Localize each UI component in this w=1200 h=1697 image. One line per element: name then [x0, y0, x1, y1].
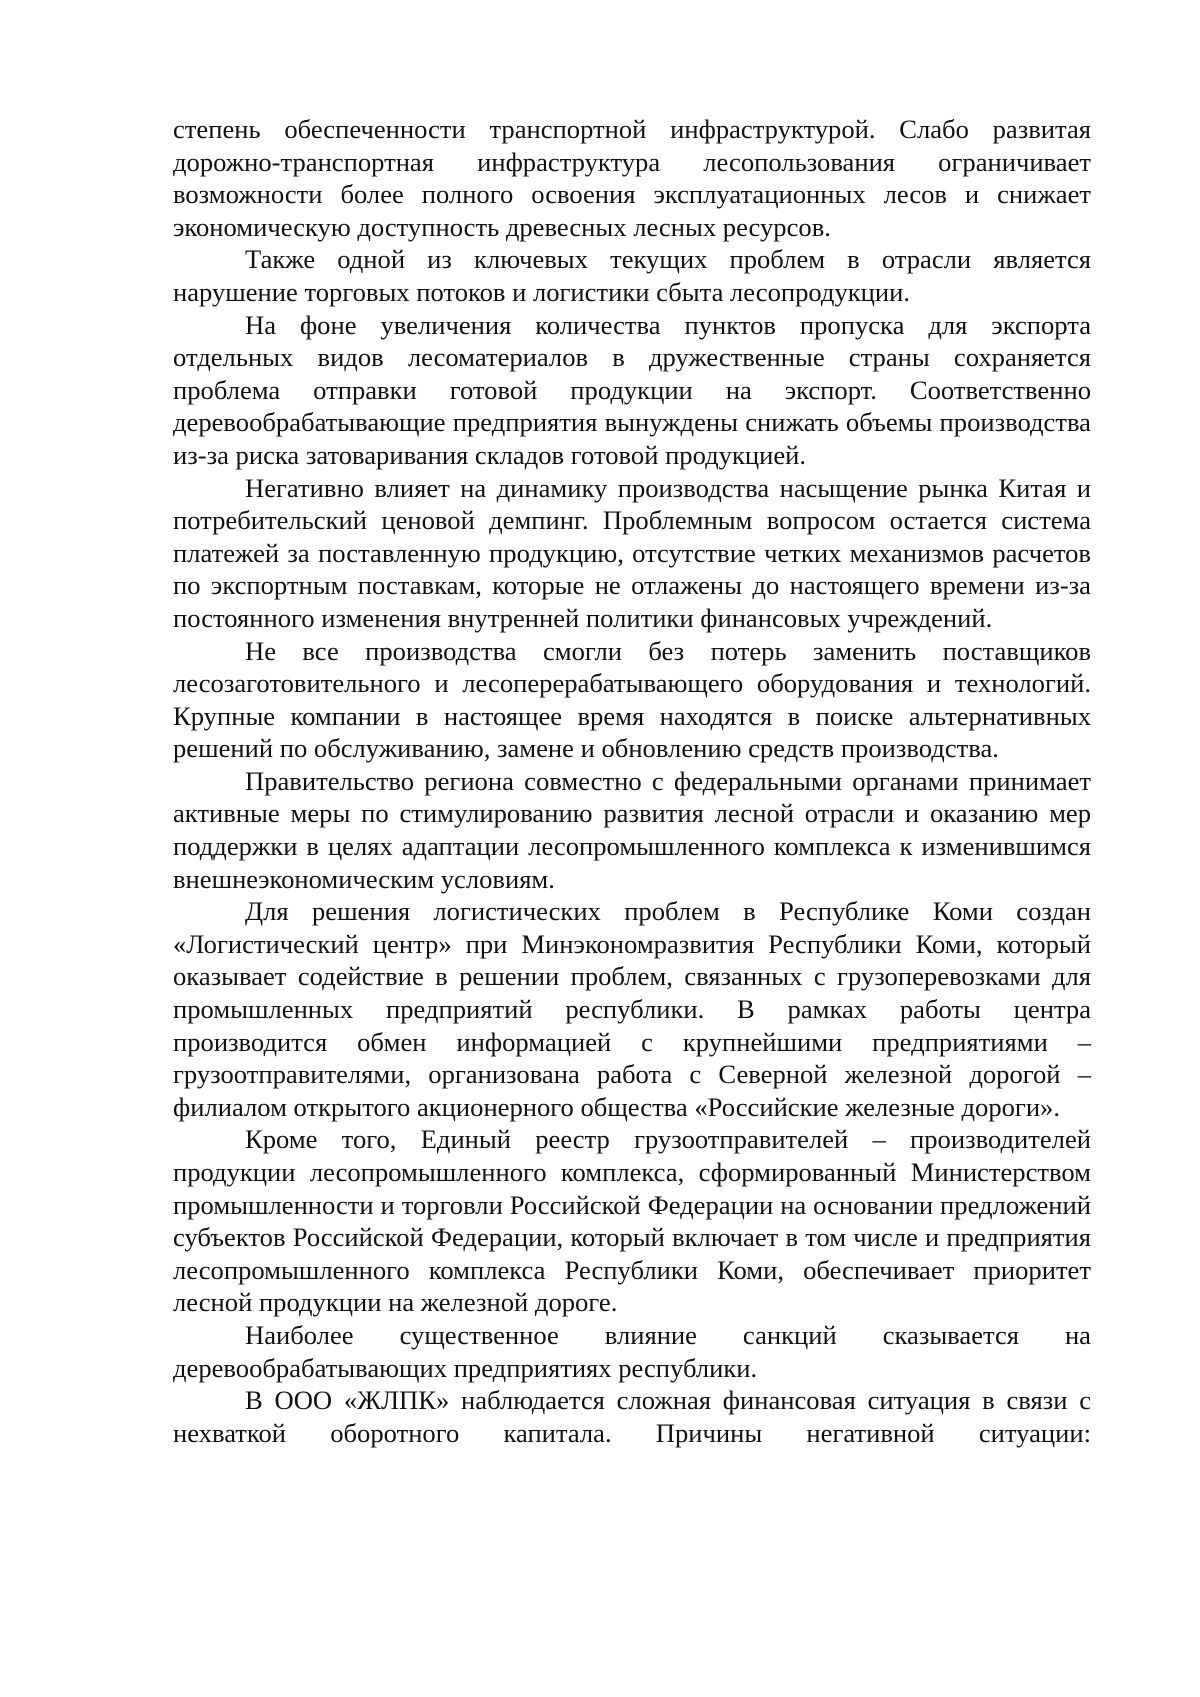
paragraph-sanctions-impact: Наиболее существенное влияние санкций сказывается на деревообрабатывающих предприятиях республики.	[173, 1319, 1091, 1383]
document-body	[173, 113, 1091, 1449]
paragraph-equipment-suppliers: Не все производства смогли без потерь заменить поставщиков лесозаготовительного и лесоперерабатывающего оборудования и технологий. Крупные компании в настоящее время находятся в поиске альтернативных решений по обслуживанию, замене и обновлению средств производства.	[173, 635, 1091, 764]
paragraph-logistics-center: Для решения логистических проблем в Республике Коми создан «Логистический центр» при Минэкономразвития Республики Коми, который оказывает содействие в решении проблем, связанных с грузоперевозками для промышленных предприятий республики. В рамках работы центра производится обмен информацией с крупнейшими предприятиями – грузоотправителями, организована работа с Северной железной дорогой – филиалом открытого акционерного общества «Российские железные дороги».	[173, 896, 1091, 1122]
paragraph-zhlpk-situation: В ООО «ЖЛПК» наблюдается сложная финансовая ситуация в связи с нехваткой оборотного капитала. Причины негативной ситуации:	[173, 1385, 1091, 1448]
paragraph-shippers-register: Кроме того, Единый реестр грузоотправителей – производителей продукции лесопромышленного комплекса, сформированный Министерством промышленности и торговли Российской Федерации на основании предложений субъектов Российской Федерации, который включает в том числе и предприятия лесопромышленного комплекса Республики Коми, обеспечивает приоритет лесной продукции на железной дороге.	[173, 1124, 1091, 1318]
paragraph-government-measures: Правительство региона совместно с федеральными органами принимает активные меры по стимулированию развития лесной отрасли и оказанию мер поддержки в целях адаптации лесопромышленного комплекса к изменившимся внешнеэкономическим условиям.	[173, 765, 1091, 894]
paragraph-export-problem: На фоне увеличения количества пунктов пропуска для экспорта отдельных видов лесоматериалов в дружественные страны сохраняется проблема отправки готовой продукции на экспорт. Соответственно деревообрабатывающие предприятия вынуждены снижать объемы производства из-за риска затоваривания складов готовой продукцией.	[173, 309, 1091, 470]
paragraph-trade-flows: Также одной из ключевых текущих проблем в отрасли является нарушение торговых потоков и логистики сбыта лесопродукции.	[173, 244, 1091, 307]
paragraph-china-market: Негативно влияет на динамику производства насыщение рынка Китая и потребительский ценовой демпинг. Проблемным вопросом остается система платежей за поставленную продукцию, отсутствие четких механизмов расчетов по экспортным поставкам, которые не отлажены до настоящего времени из-за постоянного изменения внутренней политики финансовых учреждений.	[173, 472, 1091, 633]
paragraph-transport-infrastructure: степень обеспеченности транспортной инфраструктурой. Слабо развитая дорожно-транспортная инфраструктура лесопользования ограничивает возможности более полного освоения эксплуатационных лесов и снижает экономическую доступность древесных лесных ресурсов.	[173, 114, 1091, 242]
